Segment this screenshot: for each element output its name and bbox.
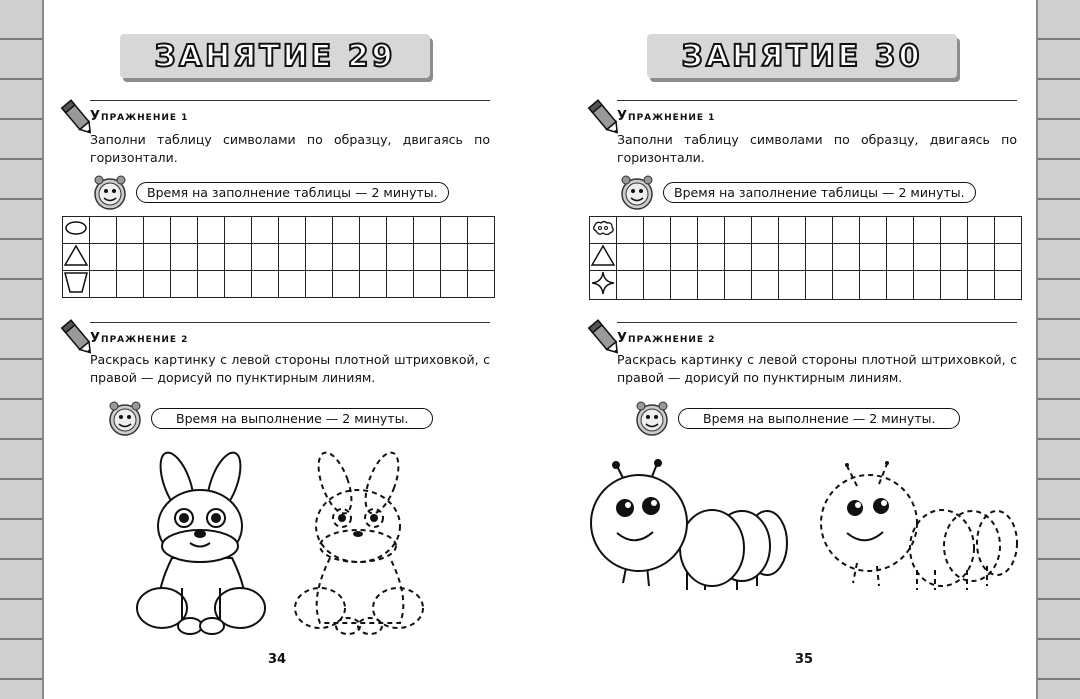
grid-cell-sample xyxy=(590,244,617,271)
grid-row xyxy=(63,244,495,271)
exercise-1-label: ПРАЖНЕНИЕ 1 xyxy=(101,112,189,123)
exercise-1-timer xyxy=(90,172,449,212)
timer-bubble: Время на заполнение таблицы — 2 минуты. xyxy=(663,182,976,203)
exercise-2-text: Раскрась картинку с левой стороны плотной штриховкой, с правой — дорисуй по пунктирным линиям. xyxy=(617,352,1017,385)
exercise-2-timer xyxy=(632,398,960,438)
clock-icon xyxy=(90,172,130,212)
exercise-1-label: ПРАЖНЕНИЕ 1 xyxy=(628,112,716,123)
right-page xyxy=(577,0,1077,699)
page-number: 35 xyxy=(795,652,814,667)
left-page xyxy=(50,0,550,699)
caterpillar-drawing-solid xyxy=(587,458,797,608)
caterpillar-drawing-dashed xyxy=(817,458,1027,608)
timer-bubble: Время на заполнение таблицы — 2 минуты. xyxy=(136,182,449,203)
lesson-banner xyxy=(120,34,430,78)
bunny-drawing-dashed xyxy=(290,448,430,638)
exercise-label-cap: У xyxy=(90,330,102,346)
grid-cell-sample xyxy=(63,244,90,271)
exercise-2-label: ПРАЖНЕНИЕ 2 xyxy=(628,334,716,345)
grid-row xyxy=(590,271,1022,300)
grid-cell-sample xyxy=(590,271,617,300)
ellipse-icon xyxy=(65,220,87,236)
cloud-icon xyxy=(591,219,615,237)
exercise-1-text: Заполни таблицу символами по образцу, двигаясь по горизонтали. xyxy=(90,132,490,165)
exercise-1-timer xyxy=(617,172,976,212)
clock-icon xyxy=(105,398,145,438)
grid-cell-sample xyxy=(63,217,90,244)
exercise-label-cap: У xyxy=(617,330,629,346)
exercise-2-text: Раскрась картинку с левой стороны плотной штриховкой, с правой — дорисуй по пунктирным линиям. xyxy=(90,352,490,385)
grid-row xyxy=(63,271,495,298)
exercise-label-cap: У xyxy=(90,108,102,124)
star-icon xyxy=(591,271,615,295)
lesson-title: ЗАНЯТИЕ 29 xyxy=(154,38,396,74)
triangle-icon xyxy=(591,244,615,266)
grid-cell-sample xyxy=(590,217,617,244)
left-brick-border xyxy=(0,0,44,699)
exercise-1-text: Заполни таблицу символами по образцу, двигаясь по горизонтали. xyxy=(617,132,1017,165)
triangle-icon xyxy=(64,244,88,266)
exercise-label-cap: У xyxy=(617,108,629,124)
exercise-2-header xyxy=(617,322,1017,353)
page-number: 34 xyxy=(268,652,287,667)
grid-row xyxy=(590,217,1022,244)
timer-bubble: Время на выполнение — 2 минуты. xyxy=(678,408,960,429)
lesson-banner xyxy=(647,34,957,78)
symbol-grid[interactable] xyxy=(62,216,495,298)
symbol-grid[interactable] xyxy=(589,216,1022,300)
exercise-2-timer xyxy=(105,398,433,438)
timer-bubble: Время на выполнение — 2 минуты. xyxy=(151,408,433,429)
exercise-1-header xyxy=(617,100,1017,131)
exercise-2-label: ПРАЖНЕНИЕ 2 xyxy=(101,334,189,345)
bunny-drawing-solid xyxy=(132,448,272,638)
grid-row xyxy=(63,217,495,244)
exercise-1-header xyxy=(90,100,490,131)
grid-cell-sample xyxy=(63,271,90,298)
clock-icon xyxy=(617,172,657,212)
trapezoid-icon xyxy=(64,271,88,293)
clock-icon xyxy=(632,398,672,438)
exercise-2-header xyxy=(90,322,490,353)
grid-row xyxy=(590,244,1022,271)
lesson-title: ЗАНЯТИЕ 30 xyxy=(681,38,923,74)
